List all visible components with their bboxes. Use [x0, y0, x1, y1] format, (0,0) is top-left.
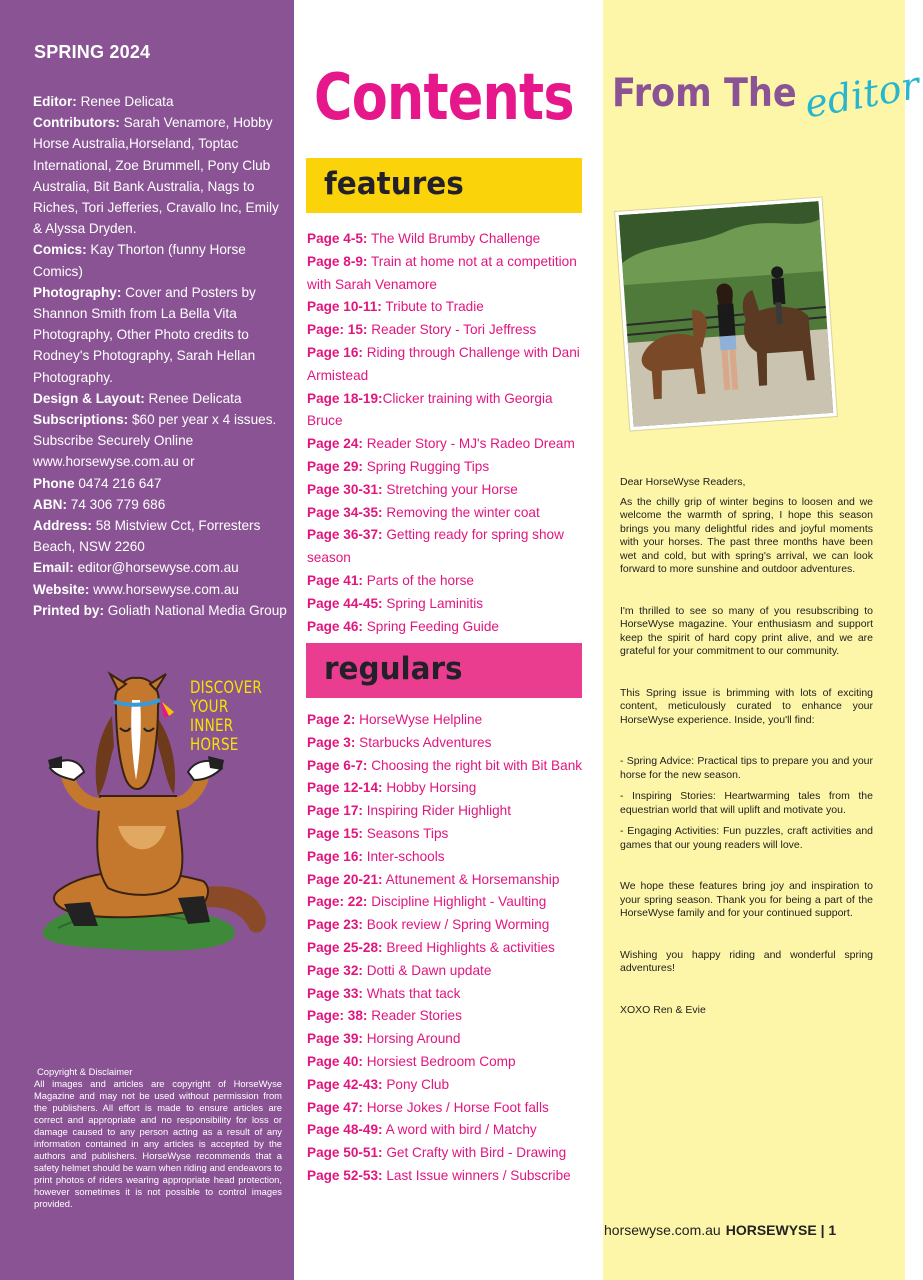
toc-entry[interactable]	[307, 709, 589, 732]
editor-photo	[614, 196, 838, 432]
discover-slogan	[190, 678, 275, 754]
toc-page-number: Page: 15:	[307, 322, 368, 338]
toc-page-number: Page 4-5:	[307, 231, 368, 246]
toc-article-title: Inspiring Rider Highlight	[362, 803, 512, 819]
toc-page-number: Page 33:	[307, 985, 363, 1001]
letter-paragraph: - Inspiring Stories: Heartwarming tales from the equestrian world that will uplift and motivate you.	[620, 790, 873, 816]
credit-label: Subscriptions:	[33, 412, 129, 428]
toc-entry[interactable]	[307, 914, 589, 937]
toc-entry[interactable]	[307, 800, 589, 823]
credit-label: Comics:	[33, 242, 87, 258]
toc-article-title: Parts of the horse	[362, 572, 474, 588]
toc-article-title: Last Issue winners / Subscribe	[382, 1167, 571, 1183]
toc-entry[interactable]	[307, 823, 589, 846]
toc-entry[interactable]	[307, 869, 589, 892]
editor-script-word: editor	[801, 63, 923, 127]
toc-entry[interactable]	[307, 1051, 589, 1074]
toc-entry[interactable]	[307, 937, 589, 960]
toc-page-number: Page 44-45:	[307, 595, 383, 611]
credit-line	[33, 282, 289, 388]
credit-value: Kay Thorton (funny Horse Comics)	[33, 242, 246, 279]
credit-label: Website:	[33, 581, 90, 597]
credit-line	[33, 112, 289, 239]
toc-entry[interactable]	[307, 1028, 589, 1051]
letter-paragraph: Wishing you happy riding and wonderful spring adventures!	[620, 948, 873, 974]
page-footer	[604, 1222, 836, 1238]
toc-article-title: Reader Stories	[367, 1008, 462, 1024]
toc-page-number: Page: 22:	[307, 894, 368, 910]
toc-page-number: Page 39:	[307, 1031, 363, 1047]
toc-entry[interactable]	[307, 319, 589, 342]
toc-entry[interactable]	[307, 983, 589, 1006]
letter-paragraph: Dear HorseWyse Readers,	[620, 476, 746, 488]
credit-line	[33, 409, 289, 473]
features-heading-band	[306, 158, 582, 213]
toc-article-title: The Wild Brumby Challenge	[367, 231, 541, 246]
toc-entry[interactable]	[307, 524, 589, 570]
from-the-heading: From The	[612, 71, 797, 116]
toc-page-number: Page: 38:	[307, 1008, 368, 1024]
toc-page-number: Page 47:	[307, 1099, 363, 1115]
toc-article-title: A word with bird / Matchy	[382, 1122, 537, 1138]
credit-line	[33, 494, 289, 515]
toc-page-number: Page 23:	[307, 917, 363, 933]
credit-value: Renee Delicata	[144, 390, 242, 406]
toc-entry[interactable]	[307, 1119, 589, 1142]
copyright-body: All images and articles are copyright of HorseWyse Magazine and may not be used without permission from the publishers. All effort is made to ensure articles are correct and appropriate and no responsibility for loss or damage caused to any person acting as a result of any information contained in any articles is accepted by the authors and publishers. HorseWyse recommends that a safety helmet should be warn when riding and endeavors to print photos of riders wearing appropriate head protection, however sometimes it is not possible to control images provided.	[34, 1078, 282, 1209]
credit-line	[33, 579, 289, 600]
toc-article-title: Discipline Highlight - Vaulting	[367, 894, 547, 910]
toc-page-number: Page 42-43:	[307, 1076, 383, 1092]
toc-page-number: Page 20-21:	[307, 871, 383, 887]
letter-paragraph: - Spring Advice: Practical tips to prepare you and your horse for the new season.	[620, 755, 873, 781]
letter-paragraph: As the chilly grip of winter begins to loosen and we welcome the warmth of spring, I hope this season brings you many delightful rides and joyful moments with your horses. The past three months have been wet and cold, but with spring's arrival, we can look forward to more sunshine and outdoor adventures.	[620, 495, 873, 575]
toc-article-title: Horsing Around	[362, 1031, 461, 1047]
toc-article-title: Horse Jokes / Horse Foot falls	[362, 1099, 549, 1115]
toc-entry[interactable]	[307, 570, 589, 593]
credit-line	[33, 557, 289, 578]
credit-label: Design & Layout:	[33, 390, 145, 406]
toc-page-number: Page 16:	[307, 344, 363, 360]
toc-article-title: Attunement & Horsemanship	[382, 871, 560, 887]
toc-entry[interactable]	[307, 777, 589, 800]
slogan-line: HORSE	[190, 735, 239, 754]
regulars-heading: regulars	[324, 651, 463, 687]
toc-entry[interactable]	[307, 755, 589, 778]
features-heading: features	[324, 166, 464, 202]
toc-entry[interactable]	[307, 891, 589, 914]
toc-page-number: Page 17:	[307, 803, 363, 819]
toc-page-number: Page 15:	[307, 825, 363, 841]
credit-label: Email:	[33, 560, 74, 576]
footer-website: horsewyse.com.au	[604, 1222, 721, 1238]
toc-entry[interactable]	[307, 228, 589, 251]
toc-page-number: Page 46:	[307, 618, 363, 634]
toc-entry[interactable]	[307, 1005, 589, 1028]
credit-value: Cover and Posters by Shannon Smith from La Bella Vita Photography, Other Photo credits to Rodney's Photography, Sarah Hellan Photography.	[33, 284, 256, 385]
toc-page-number: Page 3:	[307, 734, 356, 750]
toc-entry[interactable]	[307, 1142, 589, 1165]
toc-page-number: Page 34-35:	[307, 504, 383, 520]
credit-label: Phone	[33, 475, 75, 491]
credit-value: 74 306 779 686	[66, 496, 166, 512]
toc-page-number: Page 50-51:	[307, 1145, 383, 1161]
credit-label: Editor:	[33, 94, 77, 109]
issue-label: SPRING 2024	[34, 42, 151, 62]
toc-entry[interactable]	[307, 593, 589, 616]
credit-value: 0474 216 647	[74, 475, 162, 491]
regulars-list	[307, 709, 589, 1188]
toc-article-title: Seasons Tips	[362, 825, 449, 841]
toc-article-title: Stretching your Horse	[382, 481, 518, 497]
toc-entry[interactable]	[307, 616, 589, 639]
credit-label: Address:	[33, 518, 92, 534]
toc-page-number: Page 16:	[307, 848, 363, 864]
editor-letter	[620, 476, 873, 1017]
credit-value: Goliath National Media Group	[104, 602, 287, 618]
toc-article-title: Get Crafty with Bird - Drawing	[382, 1145, 567, 1161]
toc-article-title: Tribute to Tradie	[381, 299, 484, 315]
credit-label: ABN:	[33, 496, 67, 512]
toc-entry[interactable]	[307, 960, 589, 983]
toc-article-title: Removing the winter coat	[382, 504, 540, 520]
credit-label: Contributors:	[33, 115, 120, 131]
toc-entry[interactable]	[307, 433, 589, 456]
copyright-heading: Copyright & Disclaimer	[37, 1066, 133, 1077]
slogan-line: DISCOVER	[190, 678, 263, 697]
toc-article-title: Book review / Spring Worming	[362, 917, 550, 933]
toc-article-title: Spring Feeding Guide	[362, 618, 499, 634]
credits-column	[0, 0, 294, 1280]
letter-paragraph: I'm thrilled to see so many of you resubscribing to HorseWyse magazine. Your enthusiasm and support keep the spirit of hard copy print alive, and we are grateful for your commitment to our community.	[620, 604, 873, 657]
toc-entry[interactable]	[307, 456, 589, 479]
credit-line	[33, 473, 289, 494]
toc-article-title: Spring Rugging Tips	[362, 458, 490, 474]
credit-value: 58 Mistview Cct, Forresters Beach, NSW 2260	[33, 518, 261, 555]
credit-label: Printed by:	[33, 602, 104, 618]
credit-value: www.horsewyse.com.au	[89, 581, 239, 597]
toc-article-title: Reader Story - Tori Jeffress	[367, 322, 537, 338]
toc-entry[interactable]	[307, 732, 589, 755]
toc-entry[interactable]	[307, 342, 589, 388]
toc-page-number: Page 24:	[307, 436, 363, 452]
toc-article-title: Breed Highlights & activities	[382, 939, 555, 955]
toc-page-number: Page 30-31:	[307, 481, 383, 497]
toc-entry[interactable]	[307, 1074, 589, 1097]
toc-page-number: Page 40:	[307, 1053, 363, 1069]
toc-page-number: Page 25-28:	[307, 939, 383, 955]
letter-paragraph: This Spring issue is brimming with lots of exciting content, meticulously curated to enhance your HorseWyse experience. Inside, you'll find:	[620, 686, 873, 726]
toc-page-number: Page 2:	[307, 712, 356, 727]
credit-value: Sarah Venamore, Hobby Horse Australia,Horseland, Toptac International, Zoe Brummell, Pony Club Australia, Bit Bank Australia, Nags to Riches, Tori Jefferies, Cravallo Inc, Emily & Alyssa Dryden.	[33, 115, 279, 237]
letter-paragraph: We hope these features bring joy and inspiration to your spring season. Thank you for being a part of the HorseWyse family and for your continued support.	[620, 880, 873, 919]
toc-entry[interactable]	[307, 296, 589, 319]
credit-line	[33, 239, 289, 281]
toc-article-title: Inter-schools	[362, 848, 445, 864]
toc-article-title: Pony Club	[382, 1076, 450, 1092]
toc-page-number: Page 12-14:	[307, 780, 383, 796]
toc-page-number: Page 8-9:	[307, 253, 368, 269]
toc-page-number: Page 32:	[307, 962, 363, 978]
toc-article-title: Clicker training with Georgia Bruce	[307, 390, 553, 429]
toc-entry[interactable]	[307, 502, 589, 525]
toc-article-title: Riding through Challenge with Dani Armistead	[307, 344, 580, 383]
copyright-disclaimer	[34, 1066, 282, 1210]
toc-article-title: HorseWyse Helpline	[355, 712, 483, 727]
credit-value: editor@horsewyse.com.au	[73, 560, 239, 576]
toc-page-number: Page 36-37:	[307, 527, 383, 543]
letter-paragraph: - Engaging Activities: Fun puzzles, craft activities and games that our young readers will love.	[620, 825, 873, 851]
credit-line	[33, 91, 289, 112]
toc-article-title: Starbucks Adventures	[355, 734, 492, 750]
toc-page-number: Page 6-7:	[307, 757, 368, 773]
credit-line	[33, 515, 289, 557]
credit-label: Photography:	[33, 284, 122, 300]
toc-page-number: Page 41:	[307, 572, 363, 588]
credit-value: Renee Delicata	[76, 94, 174, 109]
toc-article-title: Reader Story - MJ's Radeo Dream	[362, 436, 575, 452]
toc-article-title: Choosing the right bit with Bit Bank	[367, 757, 583, 773]
credits-list	[33, 91, 289, 621]
toc-page-number: Page 18-19:	[307, 390, 383, 406]
toc-page-number: Page 48-49:	[307, 1122, 383, 1138]
toc-article-title: Dotti & Dawn update	[362, 962, 492, 978]
toc-article-title: Horsiest Bedroom Comp	[362, 1053, 516, 1069]
letter-paragraph: XOXO Ren & Evie	[620, 1003, 706, 1016]
contents-title: Contents	[314, 61, 574, 135]
toc-article-title: Train at home not at a competition with Sarah Venamore	[307, 253, 577, 292]
credit-value: $60 per year x 4 issues. Subscribe Securely Online www.horsewyse.com.au or	[33, 412, 277, 470]
credit-line	[33, 600, 289, 621]
toc-entry[interactable]	[307, 1097, 589, 1120]
toc-page-number: Page 52-53:	[307, 1167, 383, 1183]
toc-article-title: Getting ready for spring show season	[307, 527, 564, 566]
toc-entry[interactable]	[307, 846, 589, 869]
slogan-line: YOUR INNER	[190, 697, 234, 735]
features-list	[307, 228, 589, 638]
toc-entry[interactable]	[307, 479, 589, 502]
toc-entry[interactable]	[307, 1165, 589, 1188]
credit-line	[33, 388, 289, 409]
footer-brand: HORSEWYSE | 1	[725, 1222, 837, 1238]
toc-entry[interactable]	[307, 388, 589, 434]
toc-page-number: Page 29:	[307, 458, 363, 474]
toc-article-title: Spring Laminitis	[382, 595, 484, 611]
toc-page-number: Page 10-11:	[307, 299, 382, 315]
regulars-heading-band	[306, 643, 582, 698]
toc-article-title: Hobby Horsing	[382, 780, 477, 796]
toc-article-title: Whats that tack	[362, 985, 461, 1001]
toc-entry[interactable]	[307, 251, 589, 297]
